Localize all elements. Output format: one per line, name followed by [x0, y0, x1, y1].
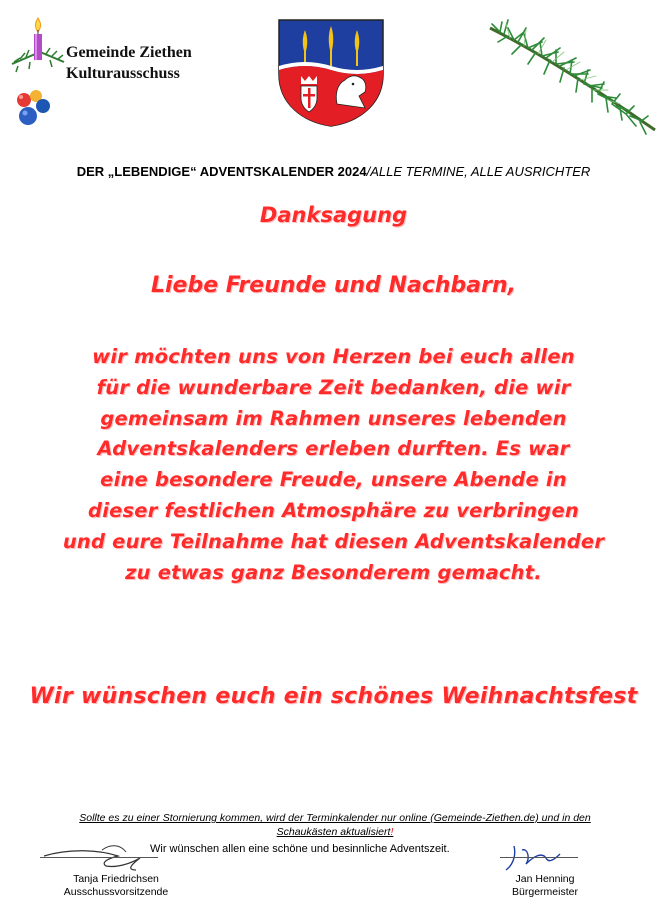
- organization-name: [66, 42, 192, 84]
- signatory-right-role: Bürgermeister: [512, 886, 578, 898]
- title-main: DER „LEBENDIGE“ ADVENTSKALENDER 2024: [76, 164, 367, 179]
- fir-branch-icon: [480, 18, 662, 136]
- title-subtitle: /ALLE TERMINE, ALLE AUSRICHTER: [366, 164, 591, 179]
- closing-greeting: Wir wünschen allen eine schöne und besinnliche Adventszeit.: [150, 843, 450, 855]
- signature-line-left: [40, 857, 158, 858]
- advent-candle-icon: [10, 12, 66, 132]
- signatory-left-role: Ausschussvorsitzende: [63, 886, 169, 898]
- signatory-right-name: Jan Henning: [515, 873, 575, 885]
- letter-heading: Danksagung: [259, 203, 408, 227]
- org-line-1: Gemeinde Ziethen: [66, 44, 192, 61]
- letter-greeting: Liebe Freunde und Nachbarn,: [151, 273, 516, 298]
- signature-line-right: [500, 857, 578, 858]
- signatory-right: [490, 873, 600, 899]
- letter-body: [0, 342, 667, 588]
- body-line: Adventskalenders erleben durften. Es war: [97, 437, 570, 461]
- ornament-baubles-icon: [17, 90, 50, 125]
- cancellation-note: [60, 811, 610, 839]
- page-title: [0, 164, 667, 179]
- body-line: und eure Teilnahme hat diesen Adventskalender: [62, 529, 605, 553]
- signature-icon: [500, 838, 580, 878]
- body-line: dieser festlichen Atmosphäre zu verbringen: [88, 498, 579, 522]
- body-line: gemeinsam im Rahmen unseres lebenden: [100, 406, 567, 430]
- body-line: wir möchten uns von Herzen bei euch allen: [92, 345, 575, 368]
- cancellation-note-text: Sollte es zu einer Stornierung kommen, wird der Terminkalender nur online (Gemeinde-Ziethen.de) und in den Schaukästen aktualisiert: [79, 812, 591, 838]
- body-line: eine besondere Freude, unsere Abende in: [100, 468, 567, 492]
- christmas-wish: Wir wünschen euch ein schönes Weihnachtsfest: [29, 684, 638, 709]
- signature-icon: [40, 838, 160, 878]
- signatory-left: [40, 873, 192, 899]
- org-line-2: Kulturausschuss: [66, 65, 180, 82]
- cancellation-note-mark: !: [390, 826, 394, 838]
- coat-of-arms-icon: [275, 16, 387, 128]
- body-line: für die wunderbare Zeit bedanken, die wir: [96, 375, 571, 399]
- signatory-left-name: Tanja Friedrichsen: [73, 873, 159, 885]
- body-line: zu etwas ganz Besonderem gemacht.: [125, 560, 542, 584]
